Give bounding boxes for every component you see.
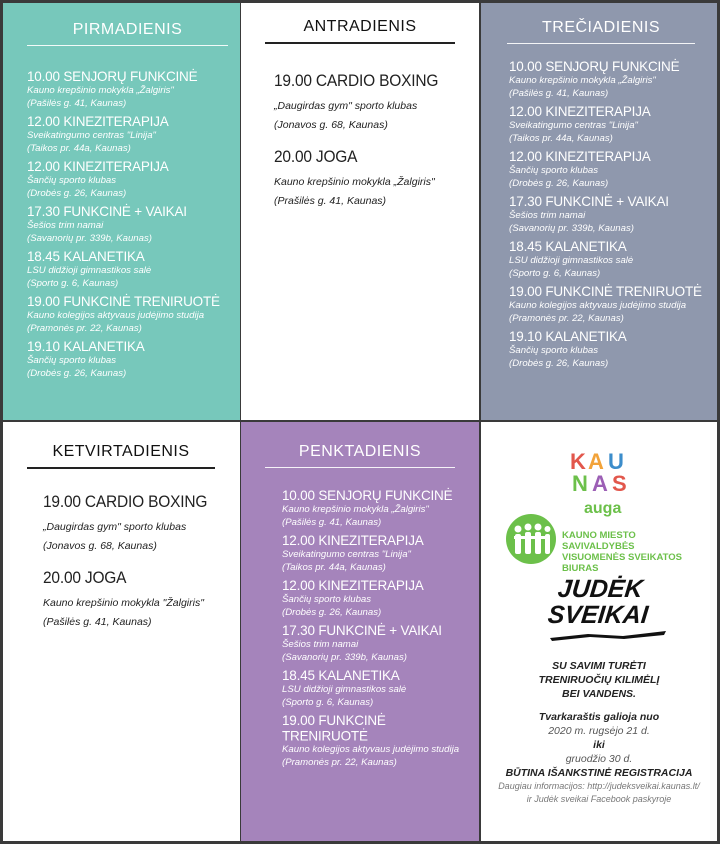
entry-address: (Pašilės g. 41, Kaunas)	[43, 616, 152, 628]
entry-address: (Prašilės g. 41, Kaunas)	[274, 195, 387, 207]
entry-address: (Pramonės pr. 22, Kaunas)	[27, 323, 142, 334]
vsb-logo	[506, 514, 706, 574]
entry-venue: Šešios trim namai	[282, 639, 359, 650]
auga-logo-text: auga	[584, 500, 622, 517]
kaunas-letter-s: S	[612, 471, 627, 496]
entry-time-class: 19.00 FUNKCINĖ TRENIRUOTĖ	[282, 712, 386, 744]
kaunas-letter-a: A	[588, 449, 604, 474]
entry-time-class: 18.45 KALANETIKA	[509, 238, 627, 255]
entry-time-class: 12.00 KINEZITERAPIJA	[27, 113, 169, 130]
schedule-entry	[509, 329, 705, 370]
entry-venue: Kauno kolegijos aktyvaus judėjimo studija	[509, 300, 687, 311]
entry-address: (Jonavos g. 68, Kaunas)	[274, 119, 388, 131]
valid-from: 2020 m. rugsėjo 21 d.	[548, 725, 650, 737]
entry-venue: Šešios trim namai	[27, 220, 104, 231]
entry-venue: LSU didžioji gimnastikos salė	[27, 265, 152, 276]
entry-time-class: 19.00 FUNKCINĖ TRENIRUOTĖ	[509, 283, 702, 300]
entry-time-class: 19.00 CARDIO BOXING	[43, 493, 208, 512]
kaunas-letter-k: K	[570, 449, 586, 474]
schedule-entry	[43, 570, 228, 632]
entry-address: (Drobės g. 26, Kaunas)	[27, 188, 127, 199]
schedule-entry	[27, 249, 228, 290]
entry-time-class: 20.00 JOGA	[43, 569, 127, 588]
panel-thursday	[3, 422, 240, 841]
judek-underline-icon	[548, 628, 668, 642]
more-info-facebook: ir Judėk sveikai Facebook paskyroje	[526, 794, 672, 804]
entry-time-class: 19.10 KALANETIKA	[509, 328, 627, 345]
day-title-monday: PIRMADIENIS	[27, 21, 228, 46]
entry-address: (Pašilės g. 41, Kaunas)	[27, 98, 127, 109]
entry-address: (Pašilės g. 41, Kaunas)	[509, 88, 609, 99]
schedule-monday	[27, 69, 228, 384]
entry-time-class: 19.00 FUNKCINĖ TRENIRUOTĖ	[27, 293, 220, 310]
vsb-circle-icon	[506, 514, 556, 564]
schedule-entry	[27, 114, 228, 155]
schedule-entry	[43, 494, 228, 556]
entry-venue: Kauno krepšinio mokykla „Žalgiris"	[282, 504, 429, 515]
entry-venue: „Daugirdas gym" sporto klubas	[274, 100, 418, 112]
kaunas-letter-n: N	[572, 471, 588, 496]
entry-address: (Taikos pr. 44a, Kaunas)	[509, 133, 613, 144]
entry-time-class: 17.30 FUNKCINĖ + VAIKAI	[282, 622, 442, 639]
panel-friday	[241, 422, 479, 841]
judek-line2: SVEIKAI	[546, 601, 650, 629]
entry-venue: Šančių sporto klubas	[509, 345, 599, 356]
entry-time-class: 17.30 FUNKCINĖ + VAIKAI	[27, 203, 187, 220]
schedule-entry	[27, 294, 228, 335]
entry-time-class: 10.00 SENJORŲ FUNKCINĖ	[282, 487, 453, 504]
entry-venue: Šešios trim namai	[509, 210, 586, 221]
entry-address: (Drobės g. 26, Kaunas)	[509, 358, 609, 369]
entry-address: (Savanorių pr. 339b, Kaunas)	[509, 223, 634, 234]
kaunas-letter-u: U	[608, 449, 624, 474]
kaunas-letter-a2: A	[592, 471, 608, 496]
kaunas-logo	[570, 449, 642, 505]
day-title-wednesday: TREČIADIENIS	[507, 19, 695, 44]
entry-time-class: 12.00 KINEZITERAPIJA	[282, 532, 424, 549]
entry-venue: Šančių sporto klubas	[282, 594, 372, 605]
entry-time-class: 18.45 KALANETIKA	[27, 248, 145, 265]
entry-venue: Šančių sporto klubas	[509, 165, 599, 176]
schedule-entry	[27, 69, 228, 110]
entry-time-class: 12.00 KINEZITERAPIJA	[27, 158, 169, 175]
entry-venue: Sveikatingumo centras "Linija"	[509, 120, 638, 131]
bring-line-2: TRENIRUOČIŲ KILIMĖLĮ	[538, 674, 660, 686]
entry-address: (Drobės g. 26, Kaunas)	[282, 607, 382, 618]
schedule-friday	[282, 488, 467, 773]
entry-venue: LSU didžioji gimnastikos salė	[282, 684, 407, 695]
schedule-entry	[282, 533, 467, 574]
entry-address: (Pramonės pr. 22, Kaunas)	[282, 757, 397, 768]
entry-time-class: 19.10 KALANETIKA	[27, 338, 145, 355]
entry-venue: Šančių sporto klubas	[27, 175, 117, 186]
entry-address: (Sporto g. 6, Kaunas)	[27, 278, 119, 289]
schedule-entry	[509, 284, 705, 325]
day-title-friday: PENKTADIENIS	[265, 443, 455, 468]
entry-venue: Kauno krepšinio mokykla „Žalgiris"	[509, 75, 656, 86]
vsb-name	[562, 530, 706, 574]
vsb-line1: KAUNO MIESTO SAVIVALDYBĖS	[562, 530, 636, 552]
schedule-entry	[509, 104, 705, 145]
valid-to: gruodžio 30 d.	[565, 753, 633, 765]
entry-venue: Šančių sporto klubas	[27, 355, 117, 366]
entry-time-class: 12.00 KINEZITERAPIJA	[282, 577, 424, 594]
schedule-thursday	[43, 494, 228, 646]
schedule-tuesday	[274, 73, 467, 225]
entry-address: (Drobės g. 26, Kaunas)	[27, 368, 127, 379]
entry-time-class: 18.45 KALANETIKA	[282, 667, 400, 684]
entry-venue: „Daugirdas gym" sporto klubas	[43, 521, 187, 533]
entry-venue: Kauno kolegijos aktyvaus judėjimo studija	[282, 744, 460, 755]
schedule-entry	[509, 239, 705, 280]
schedule-entry	[282, 488, 467, 529]
vsb-line2: VISUOMENĖS SVEIKATOS BIURAS	[562, 552, 683, 574]
entry-time-class: 12.00 KINEZITERAPIJA	[509, 148, 651, 165]
entry-venue: Kauno krepšinio mokykla „Žalgiris"	[27, 85, 174, 96]
day-title-tuesday: ANTRADIENIS	[265, 18, 455, 44]
entry-time-class: 17.30 FUNKCINĖ + VAIKAI	[509, 193, 669, 210]
entry-venue: LSU didžioji gimnastikos salė	[509, 255, 634, 266]
entry-time-class: 12.00 KINEZITERAPIJA	[509, 103, 651, 120]
schedule-entry	[27, 339, 228, 380]
entry-address: (Taikos pr. 44a, Kaunas)	[27, 143, 131, 154]
entry-time-class: 10.00 SENJORŲ FUNKCINĖ	[27, 68, 198, 85]
valid-iki: iki	[593, 739, 605, 751]
entry-address: (Jonavos g. 68, Kaunas)	[43, 540, 157, 552]
entry-address: (Sporto g. 6, Kaunas)	[282, 697, 374, 708]
schedule-entry	[27, 204, 228, 245]
entry-time-class: 10.00 SENJORŲ FUNKCINĖ	[509, 58, 680, 75]
schedule-entry	[282, 668, 467, 709]
judek-line1: JUDĖK	[556, 575, 645, 603]
bring-line-1: SU SAVIMI TURĖTI	[552, 660, 646, 672]
entry-address: (Savanorių pr. 339b, Kaunas)	[282, 652, 407, 663]
judek-sveikai-logo	[548, 576, 668, 646]
entry-address: (Drobės g. 26, Kaunas)	[509, 178, 609, 189]
panel-monday	[3, 3, 240, 420]
entry-address: (Pašilės g. 41, Kaunas)	[282, 517, 382, 528]
entry-venue: Kauno kolegijos aktyvaus judėjimo studija	[27, 310, 205, 321]
schedule-entry	[274, 149, 467, 211]
schedule-entry	[509, 149, 705, 190]
entry-time-class: 20.00 JOGA	[274, 148, 358, 167]
schedule-entry	[27, 159, 228, 200]
entry-address: (Taikos pr. 44a, Kaunas)	[282, 562, 386, 573]
entry-venue: Kauno krepšinio mokykla „Žalgiris"	[274, 176, 435, 188]
schedule-entry	[509, 59, 705, 100]
entry-address: (Savanorių pr. 339b, Kaunas)	[27, 233, 152, 244]
schedule-entry	[282, 713, 467, 769]
entry-venue: Sveikatingumo centras "Linija"	[27, 130, 156, 141]
panel-tuesday	[241, 3, 479, 420]
schedule-entry	[282, 578, 467, 619]
panel-wednesday	[481, 3, 717, 420]
schedule-entry	[274, 73, 467, 135]
entry-venue: Kauno krepšinio mokykla "Žalgiris"	[43, 597, 204, 609]
entry-address: (Sporto g. 6, Kaunas)	[509, 268, 601, 279]
day-title-thursday: KETVIRTADIENIS	[27, 443, 215, 469]
entry-time-class: 19.00 CARDIO BOXING	[274, 72, 439, 91]
entry-address: (Pramonės pr. 22, Kaunas)	[509, 313, 624, 324]
registration-note: BŪTINA IŠANKSTINĖ REGISTRACIJA	[505, 767, 693, 779]
schedule-wednesday	[509, 59, 705, 374]
more-info-link[interactable]: Daugiau informacijos: http://judeksveikai.kaunas.lt/	[498, 781, 700, 791]
valid-label: Tvarkaraštis galioja nuo	[538, 711, 660, 723]
schedule-entry	[509, 194, 705, 235]
schedule-entry	[282, 623, 467, 664]
entry-venue: Sveikatingumo centras "Linija"	[282, 549, 411, 560]
info-block	[481, 659, 717, 806]
bring-line-3: BEI VANDENS.	[562, 688, 636, 700]
